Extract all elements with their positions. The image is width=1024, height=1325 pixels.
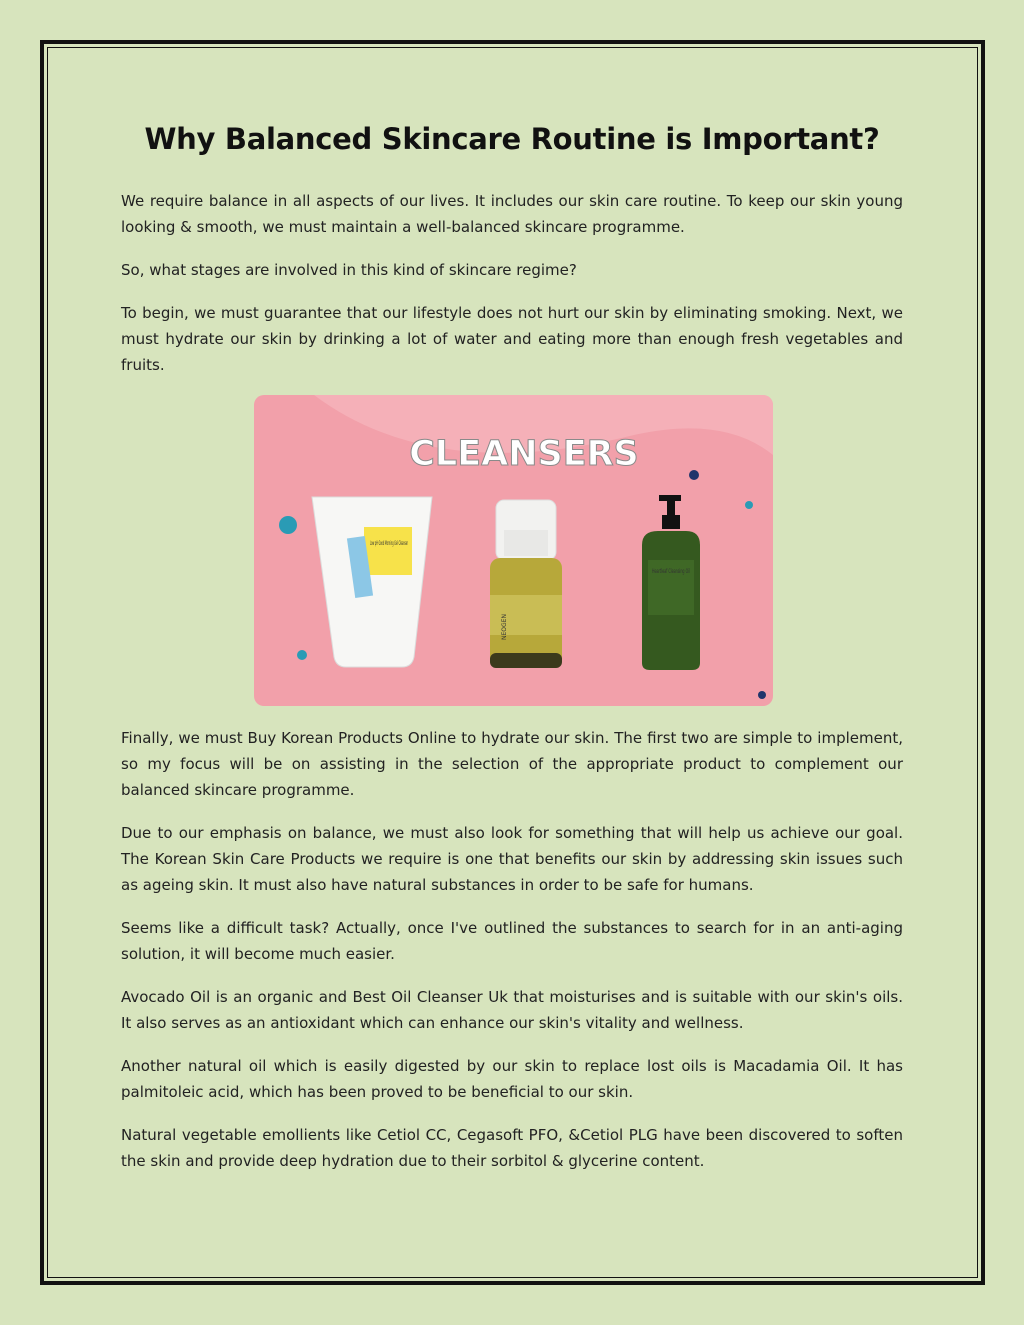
product-foam-bottle	[490, 500, 562, 668]
paragraph-body-2: Due to our emphasis on balance, we must also look for something that will help us achieve our goal. The Korean Skin Care Products we require is one that benefits our skin by addressing skin issues such as ageing skin. It must also have natural substances in order to be safe for humans.	[121, 824, 903, 894]
paragraph-body-1: Finally, we must Buy Korean Products Online to hydrate our skin. The first two are simple to implement, so my focus will be on assisting in the selection of the appropriate product to complement our balanced skincare programme.	[121, 729, 903, 799]
paragraph-intro-1: We require balance in all aspects of our lives. It includes our skin care routine. To keep our skin young looking & smooth, we must maintain a well-balanced skincare programme.	[121, 192, 903, 236]
product-2-label: NEOGEN	[501, 614, 508, 640]
paragraph-intro-2: So, what stages are involved in this kind of skincare regime?	[121, 261, 577, 279]
product-1-label: Low pH Good Morning Gel Cleanser	[370, 540, 409, 547]
decor-dot-teal-3	[297, 650, 307, 660]
body-section	[121, 725, 903, 1191]
decor-dot-dark-2	[758, 691, 766, 699]
intro-section	[121, 188, 903, 395]
product-3-label: Heartleaf Cleansing Oil	[652, 568, 691, 575]
paragraph-body-4: Avocado Oil is an organic and Best Oil Cleanser Uk that moisturises and is suitable with our skin's oils. It also serves as an antioxidant which can enhance our skin's vitality and wellness.	[121, 988, 903, 1032]
paragraph-intro-3: To begin, we must guarantee that our lifestyle does not hurt our skin by eliminating smoking. Next, we must hydrate our skin by drinking a lot of water and eating more than enough fresh vegetables and fruits.	[121, 304, 903, 374]
paragraph-body-5: Another natural oil which is easily digested by our skin to replace lost oils is Macadamia Oil. It has palmitoleic acid, which has been proved to be beneficial to our skin.	[121, 1057, 903, 1101]
cleansers-image	[254, 395, 773, 706]
page-title: Why Balanced Skincare Routine is Important?	[144, 122, 880, 156]
decor-dot-teal-2	[745, 501, 753, 509]
cleansers-heading: CLEANSERS	[409, 434, 639, 474]
decor-dot-dark-1	[689, 470, 699, 480]
paragraph-body-3: Seems like a difficult task? Actually, once I've outlined the substances to search for in an anti-aging solution, it will become much easier.	[121, 919, 903, 963]
paragraph-body-6: Natural vegetable emollients like Cetiol CC, Cegasoft PFO, &Cetiol PLG have been discovered to soften the skin and provide deep hydration due to their sorbitol & glycerine content.	[121, 1126, 903, 1170]
decor-dot-teal-1	[279, 516, 297, 534]
